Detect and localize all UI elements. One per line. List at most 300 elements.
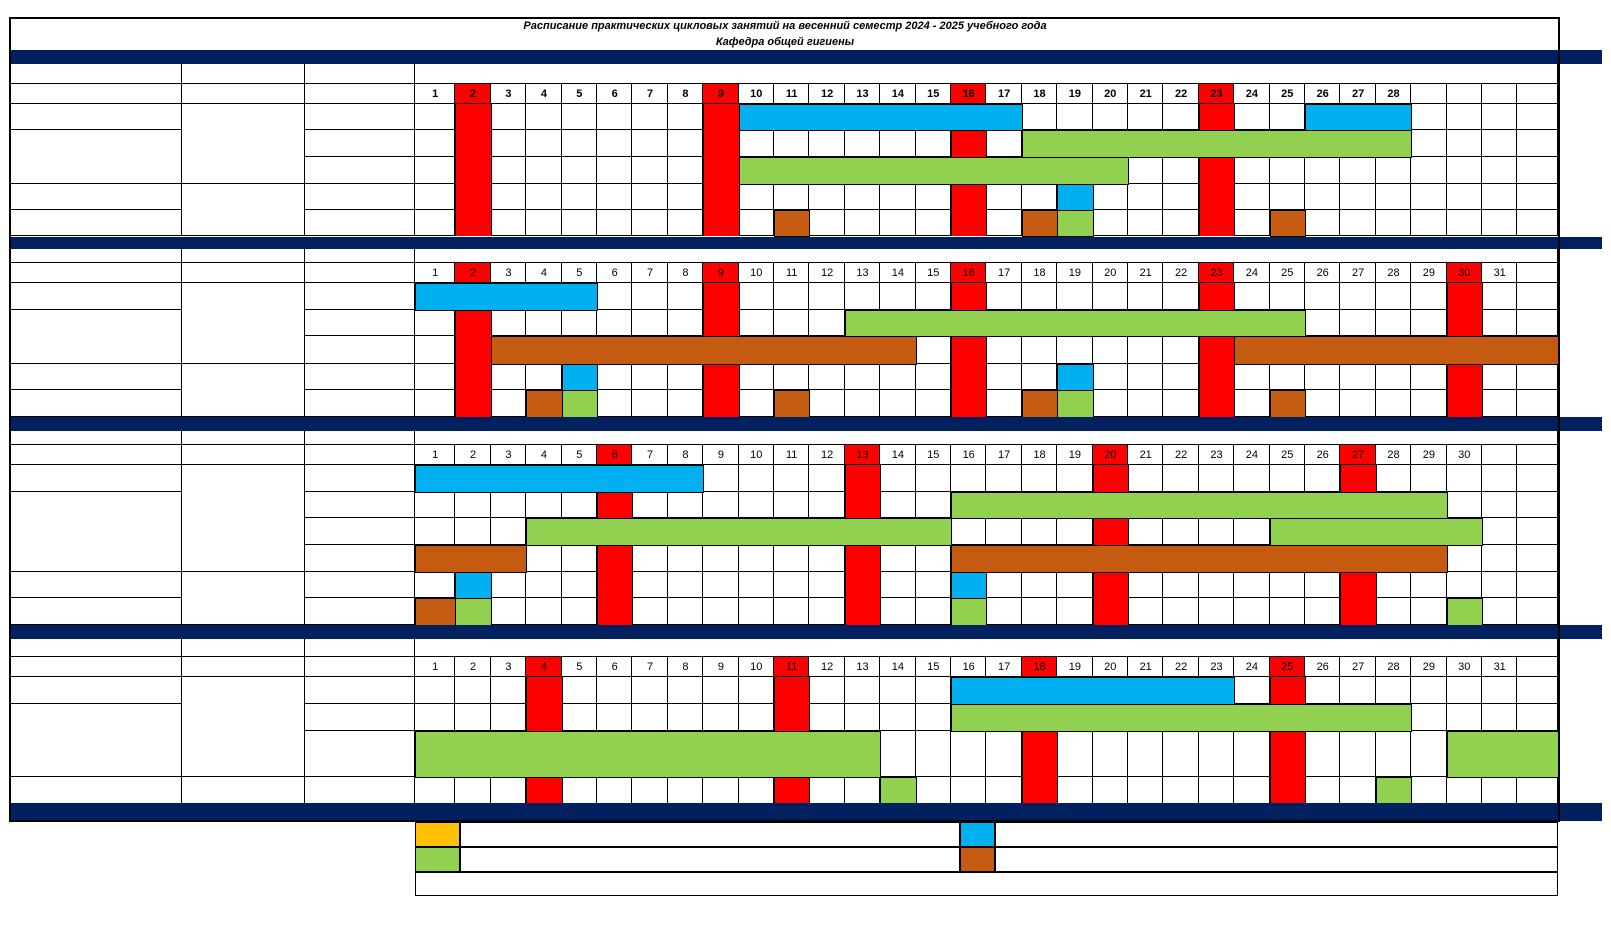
- class-bar[interactable]: [415, 283, 598, 311]
- day-cell: [632, 210, 667, 236]
- day-cell: [1305, 310, 1340, 336]
- day-cell: [916, 492, 951, 518]
- day-cell: [1517, 157, 1558, 184]
- day-number: 3: [505, 87, 512, 100]
- day-cell: [951, 777, 986, 804]
- day-cell: [1482, 210, 1517, 236]
- day-number: 14: [891, 660, 904, 673]
- day-cell: [1340, 283, 1375, 310]
- day-cell: [526, 157, 561, 184]
- day-cell: [1482, 390, 1517, 417]
- day-cell: [1022, 283, 1057, 310]
- class-bar[interactable]: [951, 677, 1235, 705]
- day-number: 9: [717, 660, 724, 673]
- header-faculty: [10, 657, 182, 677]
- class-bar[interactable]: [951, 704, 1412, 732]
- day-cell: [491, 184, 526, 210]
- day-cell: [1270, 283, 1305, 310]
- class-bar[interactable]: [739, 157, 1129, 185]
- day-cell: [1376, 598, 1411, 625]
- day-cell: [1128, 283, 1163, 310]
- faculty-label: [10, 704, 182, 777]
- class-bar[interactable]: [415, 465, 704, 493]
- day-cell: [455, 777, 490, 804]
- day-cell: [1517, 283, 1558, 310]
- day-cell: [1057, 518, 1092, 545]
- day-cell: [632, 492, 667, 518]
- day-cell: [526, 364, 561, 390]
- day-cell: [526, 598, 561, 625]
- day-cell: [1411, 777, 1446, 804]
- day-cell: [491, 598, 526, 625]
- day-cell: [1163, 184, 1198, 210]
- day-cell: [1340, 677, 1375, 704]
- day-cell: [1411, 704, 1446, 731]
- day-cell: [415, 364, 455, 390]
- day-cell: [1128, 390, 1163, 417]
- faculty-label: [10, 210, 182, 236]
- day-number: 20: [1104, 660, 1117, 673]
- day-number: 15: [927, 660, 940, 673]
- header-time: [305, 263, 415, 283]
- day-cell: [774, 310, 809, 336]
- legend-mark: [960, 847, 995, 872]
- day-number: 2: [470, 87, 477, 100]
- day-cell: [526, 210, 561, 236]
- day-cell: [1305, 283, 1340, 310]
- faculty-label: [10, 390, 182, 417]
- day-number: 22: [1174, 660, 1188, 673]
- day-cell: [1022, 598, 1057, 625]
- day-number: 19: [1068, 87, 1081, 100]
- day-cell: [1022, 336, 1057, 364]
- day-cell: [703, 572, 738, 598]
- day-cell: [562, 572, 597, 598]
- day-number: 5: [576, 87, 583, 100]
- lecture-mark[interactable]: [1376, 777, 1412, 805]
- day-cell: [562, 104, 597, 130]
- day-cell: [1270, 598, 1305, 625]
- class-bar[interactable]: [739, 104, 1023, 131]
- day-cell: [986, 777, 1021, 804]
- lecture-mark[interactable]: [455, 572, 491, 599]
- day-cell: [1163, 157, 1198, 184]
- header-type: [182, 84, 305, 104]
- legend-swatch: [415, 822, 460, 847]
- day-cell: [809, 210, 844, 236]
- day-cell: [1199, 598, 1234, 625]
- time-label: [305, 572, 415, 598]
- month-name: [415, 431, 1558, 445]
- day-cell: [1093, 777, 1128, 804]
- day-cell: [1340, 210, 1375, 236]
- day-number: 3: [505, 448, 512, 461]
- day-cell: [526, 545, 561, 572]
- day-header-cell: [1517, 445, 1558, 465]
- blank-cell: [305, 431, 415, 445]
- day-cell: [880, 130, 915, 157]
- section-separator: [10, 237, 1602, 249]
- class-bar[interactable]: [1270, 518, 1483, 546]
- lecture-mark[interactable]: [455, 598, 491, 626]
- lecture-mark[interactable]: [1270, 390, 1306, 418]
- legend-mark: [415, 847, 460, 872]
- day-cell: [1234, 731, 1269, 777]
- day-number: 22: [1174, 448, 1188, 461]
- day-cell: [1340, 184, 1375, 210]
- day-cell: [1057, 777, 1092, 804]
- day-cell: [1128, 184, 1163, 210]
- day-header-cell: [1482, 84, 1517, 104]
- day-cell: [491, 310, 526, 336]
- day-cell: [597, 157, 632, 184]
- class-bar[interactable]: [1234, 336, 1559, 365]
- day-number: 14: [891, 448, 904, 461]
- day-cell: [774, 492, 809, 518]
- lecture-mark[interactable]: [880, 777, 916, 805]
- day-cell: [1163, 465, 1198, 492]
- faculty-label: [10, 465, 182, 492]
- day-cell: [1305, 390, 1340, 417]
- day-cell: [1305, 677, 1340, 704]
- day-number: 15: [927, 448, 940, 461]
- day-cell: [597, 390, 632, 417]
- day-cell: [1376, 157, 1411, 184]
- day-cell: [526, 572, 561, 598]
- day-cell: [1234, 390, 1269, 417]
- day-number: 3: [505, 266, 512, 279]
- day-number: 13: [856, 448, 869, 461]
- day-cell: [1093, 731, 1128, 777]
- day-cell: [809, 704, 844, 731]
- day-cell: [916, 283, 951, 310]
- day-number: 15: [927, 87, 940, 100]
- day-number: 12: [820, 87, 834, 100]
- legend-mark: [960, 822, 995, 847]
- day-cell: [880, 184, 915, 210]
- day-cell: [1128, 731, 1163, 777]
- type-label: [182, 677, 305, 777]
- day-number: 20: [1104, 87, 1117, 100]
- lecture-mark[interactable]: [774, 390, 810, 418]
- day-cell: [562, 777, 597, 804]
- day-cell: [739, 465, 774, 492]
- day-cell: [1057, 104, 1092, 130]
- class-bar[interactable]: [1022, 130, 1412, 158]
- day-cell: [632, 677, 667, 704]
- class-bar[interactable]: [491, 336, 917, 365]
- day-cell: [774, 130, 809, 157]
- day-number: 23: [1210, 87, 1223, 100]
- day-number: 1: [432, 87, 439, 100]
- blank-cell: [182, 431, 305, 445]
- day-cell: [491, 104, 526, 130]
- day-cell: [1163, 210, 1198, 236]
- day-number: 16: [962, 660, 975, 673]
- day-cell: [597, 210, 632, 236]
- blank-cell: [182, 64, 305, 84]
- faculty-label: [10, 283, 182, 310]
- day-cell: [562, 310, 597, 336]
- day-number: 27: [1351, 448, 1365, 461]
- day-cell: [1022, 572, 1057, 598]
- day-cell: [1305, 598, 1340, 625]
- day-cell: [1411, 465, 1446, 492]
- day-cell: [1482, 545, 1517, 572]
- type-label: [182, 364, 305, 417]
- day-cell: [415, 157, 455, 184]
- day-number: 8: [682, 266, 689, 279]
- class-bar[interactable]: [415, 731, 881, 778]
- day-cell: [1199, 518, 1234, 545]
- day-number: 8: [682, 660, 689, 673]
- lecture-mark[interactable]: [1270, 210, 1306, 237]
- day-number: 10: [750, 266, 763, 279]
- lecture-mark[interactable]: [1057, 210, 1093, 237]
- day-cell: [1517, 104, 1558, 130]
- day-cell: [1340, 390, 1375, 417]
- day-cell: [1411, 677, 1446, 704]
- day-cell: [1482, 598, 1517, 625]
- day-cell: [1447, 777, 1482, 804]
- day-cell: [986, 364, 1021, 390]
- day-cell: [1305, 731, 1340, 777]
- day-cell: [739, 210, 774, 236]
- day-cell: [845, 390, 880, 417]
- time-label: [305, 364, 415, 390]
- day-cell: [1234, 572, 1269, 598]
- day-cell: [880, 731, 915, 777]
- lecture-mark[interactable]: [415, 598, 456, 626]
- lecture-mark[interactable]: [774, 210, 810, 237]
- day-number: 7: [647, 448, 654, 461]
- day-number: 25: [1281, 448, 1294, 461]
- day-cell: [1340, 310, 1375, 336]
- day-cell: [809, 777, 844, 804]
- day-number: 2: [470, 448, 477, 461]
- faculty-label: [10, 184, 182, 210]
- day-number: 31: [1493, 660, 1506, 673]
- day-cell: [774, 572, 809, 598]
- time-label: [305, 545, 415, 572]
- day-number: 27: [1351, 266, 1365, 279]
- class-bar[interactable]: [951, 492, 1448, 519]
- lecture-mark[interactable]: [1057, 390, 1093, 418]
- day-cell: [1093, 283, 1128, 310]
- day-cell: [597, 104, 632, 130]
- day-cell: [491, 492, 526, 518]
- day-cell: [415, 572, 455, 598]
- day-cell: [986, 184, 1021, 210]
- lecture-mark[interactable]: [1057, 184, 1093, 211]
- day-cell: [809, 545, 844, 572]
- day-number: 1: [432, 266, 439, 279]
- day-cell: [1270, 572, 1305, 598]
- day-cell: [703, 465, 738, 492]
- faculty-label: [10, 677, 182, 704]
- day-cell: [1093, 184, 1128, 210]
- day-cell: [632, 130, 667, 157]
- time-label: [305, 283, 415, 310]
- day-cell: [1022, 518, 1057, 545]
- day-cell: [1447, 104, 1482, 130]
- header-faculty: [10, 263, 182, 283]
- day-number: 6: [611, 87, 618, 100]
- day-cell: [632, 157, 667, 184]
- class-bar[interactable]: [845, 310, 1306, 337]
- day-cell: [597, 677, 632, 704]
- day-cell: [597, 283, 632, 310]
- time-label: [305, 492, 415, 518]
- day-number: 18: [1033, 266, 1046, 279]
- time-label: [305, 104, 415, 130]
- day-cell: [1376, 364, 1411, 390]
- day-number: 5: [576, 266, 583, 279]
- day-cell: [415, 310, 455, 336]
- day-cell: [491, 390, 526, 417]
- time-label: [305, 336, 415, 364]
- header-time: [305, 657, 415, 677]
- day-cell: [1022, 104, 1057, 130]
- day-number: 4: [540, 266, 547, 279]
- day-number: 16: [962, 87, 975, 100]
- lecture-mark[interactable]: [562, 390, 598, 418]
- day-cell: [986, 598, 1021, 625]
- day-cell: [1482, 130, 1517, 157]
- day-cell: [597, 310, 632, 336]
- day-cell: [632, 390, 667, 417]
- day-header-cell: [1447, 84, 1482, 104]
- day-number: 24: [1245, 448, 1258, 461]
- day-number: 12: [820, 660, 834, 673]
- month-name: [415, 249, 1558, 263]
- day-cell: [562, 704, 597, 731]
- day-cell: [1517, 704, 1558, 731]
- day-cell: [1517, 545, 1558, 572]
- day-cell: [668, 704, 703, 731]
- day-cell: [632, 283, 667, 310]
- lecture-mark[interactable]: [526, 390, 562, 418]
- day-cell: [415, 704, 455, 731]
- day-number: 11: [785, 660, 798, 673]
- blank-cell: [305, 64, 415, 84]
- day-cell: [1411, 390, 1446, 417]
- day-cell: [1128, 518, 1163, 545]
- day-cell: [845, 777, 880, 804]
- day-cell: [526, 310, 561, 336]
- day-number: 7: [647, 660, 654, 673]
- day-header-cell: [1482, 445, 1517, 465]
- day-number: 4: [540, 87, 547, 100]
- day-cell: [1163, 283, 1198, 310]
- faculty-label: [10, 364, 182, 390]
- day-number: 28: [1387, 448, 1400, 461]
- day-number: 31: [1493, 266, 1506, 279]
- day-number: 24: [1245, 660, 1258, 673]
- day-header-cell: [1517, 84, 1558, 104]
- day-cell: [1411, 598, 1446, 625]
- day-cell: [1411, 157, 1446, 184]
- lecture-mark[interactable]: [1022, 390, 1058, 418]
- class-bar[interactable]: [1305, 104, 1412, 131]
- day-cell: [668, 545, 703, 572]
- day-cell: [668, 677, 703, 704]
- day-cell: [415, 184, 455, 210]
- class-bar[interactable]: [526, 518, 952, 546]
- day-number: 12: [820, 448, 834, 461]
- day-number: 5: [576, 660, 583, 673]
- day-cell: [1234, 518, 1269, 545]
- day-cell: [1234, 184, 1269, 210]
- lecture-mark[interactable]: [1022, 210, 1058, 237]
- day-cell: [632, 777, 667, 804]
- day-number: 11: [785, 448, 798, 461]
- day-cell: [1411, 364, 1446, 390]
- faculty-label: [10, 310, 182, 364]
- day-cell: [986, 390, 1021, 417]
- day-cell: [562, 677, 597, 704]
- day-cell: [916, 572, 951, 598]
- day-number: 26: [1316, 448, 1329, 461]
- legend-text: [995, 847, 1558, 872]
- day-cell: [1340, 777, 1375, 804]
- class-bar[interactable]: [415, 545, 527, 573]
- day-cell: [1482, 704, 1517, 731]
- day-cell: [1022, 465, 1057, 492]
- day-cell: [668, 310, 703, 336]
- lecture-mark[interactable]: [951, 572, 987, 599]
- day-number: 19: [1068, 660, 1081, 673]
- day-cell: [1270, 364, 1305, 390]
- day-number: 7: [647, 266, 654, 279]
- day-cell: [562, 545, 597, 572]
- department-title: Кафедра общей гигиены: [715, 35, 855, 48]
- day-cell: [562, 130, 597, 157]
- day-cell: [809, 465, 844, 492]
- day-cell: [916, 390, 951, 417]
- lecture-mark[interactable]: [951, 598, 987, 626]
- day-cell: [809, 130, 844, 157]
- day-cell: [951, 465, 986, 492]
- day-number: 28: [1387, 660, 1400, 673]
- day-cell: [739, 184, 774, 210]
- class-bar[interactable]: [951, 545, 1448, 573]
- schedule-title: Расписание практических цикловых занятий на весенний семестр 2024 - 2025 учебного года: [523, 19, 1047, 32]
- class-bar[interactable]: [1447, 731, 1559, 778]
- day-cell: [703, 598, 738, 625]
- day-number: 8: [682, 448, 689, 461]
- day-header-cell: [1411, 84, 1446, 104]
- lecture-mark[interactable]: [1447, 598, 1483, 626]
- day-cell: [1093, 364, 1128, 390]
- day-number: 16: [962, 448, 975, 461]
- day-cell: [809, 184, 844, 210]
- day-cell: [1128, 210, 1163, 236]
- day-cell: [916, 545, 951, 572]
- day-cell: [415, 104, 455, 130]
- day-cell: [1199, 777, 1234, 804]
- day-cell: [916, 598, 951, 625]
- day-cell: [809, 677, 844, 704]
- day-cell: [1093, 210, 1128, 236]
- lecture-mark[interactable]: [562, 364, 598, 391]
- day-number: 17: [997, 660, 1011, 673]
- day-cell: [1517, 598, 1558, 625]
- day-cell: [845, 184, 880, 210]
- day-cell: [1093, 336, 1128, 364]
- day-cell: [1411, 210, 1446, 236]
- lecture-mark[interactable]: [1057, 364, 1093, 391]
